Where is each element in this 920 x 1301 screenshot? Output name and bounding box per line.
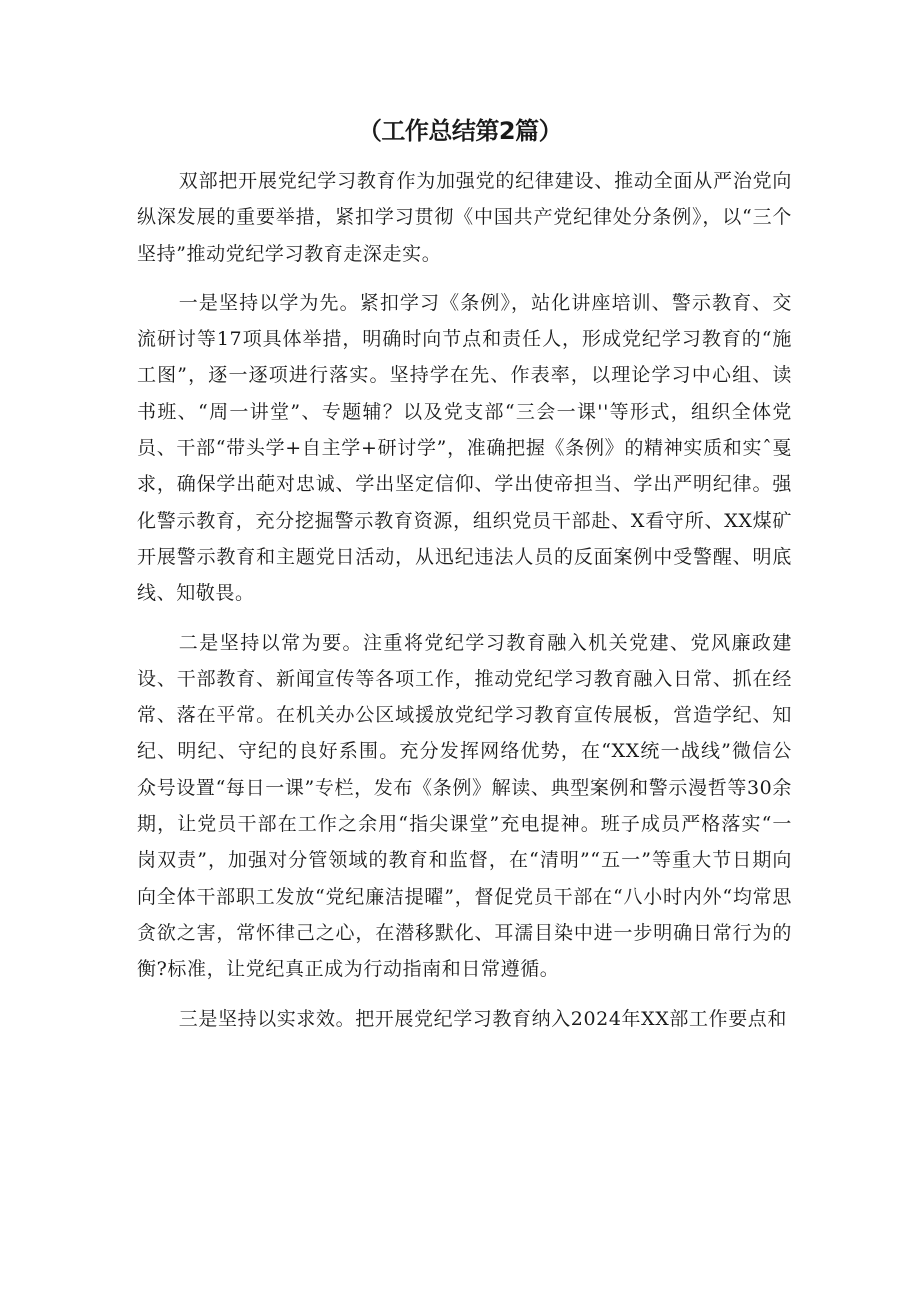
paragraph-point-one: 一是坚持以学为先。紧扣学习《条例》，站化讲座培训、警示教育、交流研讨等17项具体举措，明确时向节点和责任人，形成党纪学习教育的“施工图”，逐一逐项进行落实。坚持学在先、作表率，以理论学习中心组、读书班、“周一讲堂”、专题辅？以及党支部“三会一课''等形式，组织全体党员、干部“带头学+自主学+研讨学”，准确把握《条例》的精神实质和实ˆ戛求，确保学出葩对忠诚、学出坚定信仰、学出使帝担当、学出严明纪律。强化警示教育，充分挖掘警示教育资源，组织党员干部赴、X看守所、XX煤矿开展警示教育和主题党日活动，从迅纪违法人员的反面案例中受警醒、明底线、知敬畏。 bbox=[137, 291, 792, 605]
document-body bbox=[137, 163, 792, 1037]
document-title: （工作总结第2篇） bbox=[357, 117, 563, 145]
paragraph-intro: 双部把开展党纪学习教育作为加强党的纪律建设、推动全面从严治党向纵深发展的重要举措，紧扣学习贯彻《中国共产党纪律处分条例》，以“三个坚持”推动党纪学习教育走深走实。 bbox=[137, 170, 792, 265]
paragraph-point-two: 二是坚持以常为要。注重将党纪学习教育融入机关党建、党风廉政建设、干部教育、新闻宣传等各项工作，推动党纪学习教育融入日常、抓在经常、落在平常。在机关办公区域援放党纪学习教育宣传展板，営造学纪、知纪、明纪、守纪的良好系围。充分发挥网络优势，在“XX统一战线”微信公众号设置“每日一课”专栏，发布《条例》解读、典型案例和警示漫哲等30余期，让党员干部在工作之余用“指尖课堂”充电提神。班子成员严格落实“一岗双责”，加强对分管领域的教育和监督，在“清明”“五一”等重大节日期向向全体干部职工发放“党纪廉洁提曜”，督促党员干部在“八小时内外“均常思贪欲之害，常怀律己之心，在潜移默化、耳濡目染中进一步明确日常行为的衡?标准，让党纪真正成为行动指南和日常遵循。 bbox=[137, 631, 792, 981]
paragraph-point-three: 三是坚持以实求效。把开展党纪学习教育纳入2024年XX部工作要点和 bbox=[178, 1007, 788, 1030]
